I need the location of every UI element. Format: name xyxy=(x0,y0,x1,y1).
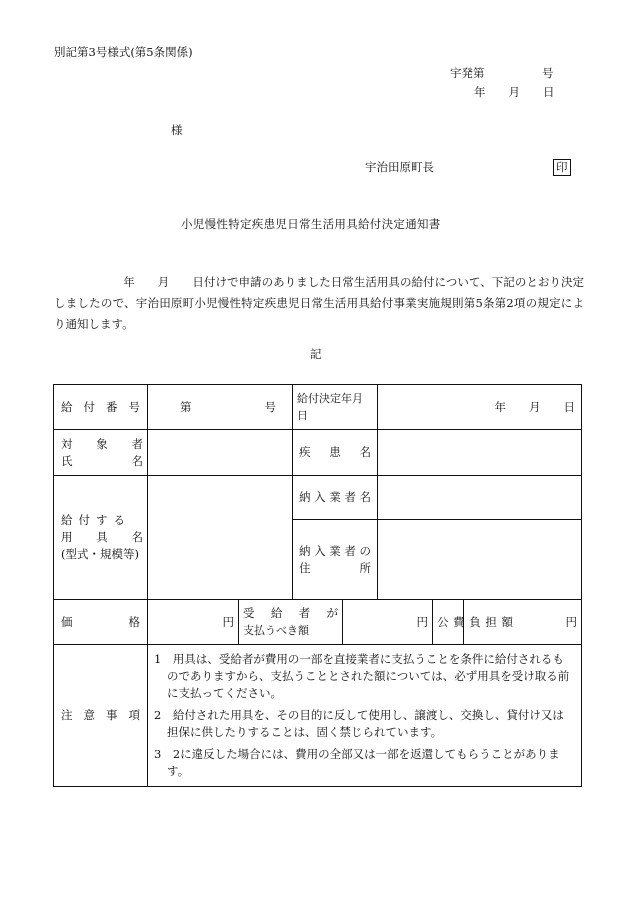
payable-label-cell xyxy=(239,600,343,645)
benefit-number-label-cell xyxy=(54,385,148,430)
notes-label: 注意事項 xyxy=(61,708,140,722)
subject-name-label-cell xyxy=(54,430,148,476)
public-burden-label: 公費負担額 xyxy=(437,614,513,629)
subject-name-value-cell xyxy=(148,430,293,476)
payable-label-line2: 支払うべき額 xyxy=(243,624,309,637)
disease-label-cell xyxy=(293,430,378,476)
price-label: 価格 xyxy=(61,614,140,629)
equipment-label-line2: 用具名 xyxy=(61,530,143,544)
decision-date-value: 年 月 日 xyxy=(494,399,575,414)
price-label-cell xyxy=(54,600,148,645)
equipment-label-line3: (型式・規模等) xyxy=(61,547,139,561)
benefit-number-label: 給付番号 xyxy=(61,399,140,414)
payable-value-cell xyxy=(343,600,433,645)
benefit-number-prefix: 第 xyxy=(180,399,192,414)
payable-label-line1: 受給者が xyxy=(243,606,338,620)
decision-date-value-cell xyxy=(378,385,582,430)
disease-value-cell xyxy=(378,430,582,476)
vendor-name-label-cell xyxy=(293,476,378,520)
decision-date-label: 給付決定年月日 xyxy=(297,392,363,422)
vendor-name-value-cell xyxy=(378,476,582,520)
document-date: 年 月 日 xyxy=(474,85,555,99)
vendor-address-value-cell xyxy=(378,520,582,600)
issuer-name: 宇治田原町長 xyxy=(365,160,434,174)
note-item: 2 給付された用具を、その目的に反して使用し、譲渡し、交換し、貸付け又は担保に供したりすることは、固く禁じられています。 xyxy=(154,708,564,739)
document-title: 小児慢性特定疾患児日常生活用具給付決定通知書 xyxy=(181,217,441,231)
price-unit: 円 xyxy=(222,614,234,629)
vendor-address-label-line1: 納入業者の xyxy=(299,543,371,558)
recipient-suffix: 様 xyxy=(171,123,183,137)
body-paragraph: 年 月 日付けで申請のありました日常生活用具の給付について、下記のとおり決定しましたので、宇治田原町小児慢性特定疾患児日常生活用具給付事業実施規則第5条第2項の規定により通知します。 xyxy=(54,275,584,331)
public-burden-unit: 円 xyxy=(565,614,577,629)
table-row xyxy=(54,430,582,476)
equipment-value-cell xyxy=(148,476,293,600)
table-row xyxy=(54,645,582,787)
seal-mark xyxy=(553,159,571,176)
payable-unit: 円 xyxy=(416,614,428,629)
price-value-cell xyxy=(148,600,239,645)
benefit-number-value-cell xyxy=(148,385,293,430)
seal-label: 印 xyxy=(553,159,571,176)
table-row xyxy=(54,476,582,520)
equipment-label-line1: 給付する xyxy=(61,513,125,527)
disease-label: 疾患名 xyxy=(299,445,371,459)
equipment-label-cell xyxy=(54,476,148,600)
name-label: 氏名 xyxy=(61,453,143,468)
benefit-number-suffix: 号 xyxy=(264,399,276,414)
table-row xyxy=(54,600,582,645)
vendor-address-label-line2: 住所 xyxy=(299,560,371,575)
vendor-address-label-cell xyxy=(293,520,378,600)
decision-date-label-cell xyxy=(293,385,378,430)
note-item: 3 2に違反した場合には、費用の全部又は一部を返還してもらうことがあります。 xyxy=(154,747,560,778)
table-row xyxy=(54,385,582,430)
subject-label: 対象者 xyxy=(61,436,143,451)
document-number: 宇発第 号 xyxy=(450,66,554,80)
public-burden-label-cell xyxy=(433,600,513,645)
notes-label-cell xyxy=(54,645,148,787)
note-item: 1 用具は、受給者が費用の一部を直接業者に支払うことを条件に給付されるものでありますから、支払うこととされた額については、必ず用具を受け取る前に支払ってください。 xyxy=(154,652,570,700)
vendor-name-label: 納入業者名 xyxy=(299,490,371,504)
ki-heading: 記 xyxy=(310,347,322,361)
benefit-decision-table xyxy=(53,384,582,787)
form-label: 別記第3号様式(第5条関係) xyxy=(54,45,193,59)
notes-content-cell xyxy=(148,645,582,787)
